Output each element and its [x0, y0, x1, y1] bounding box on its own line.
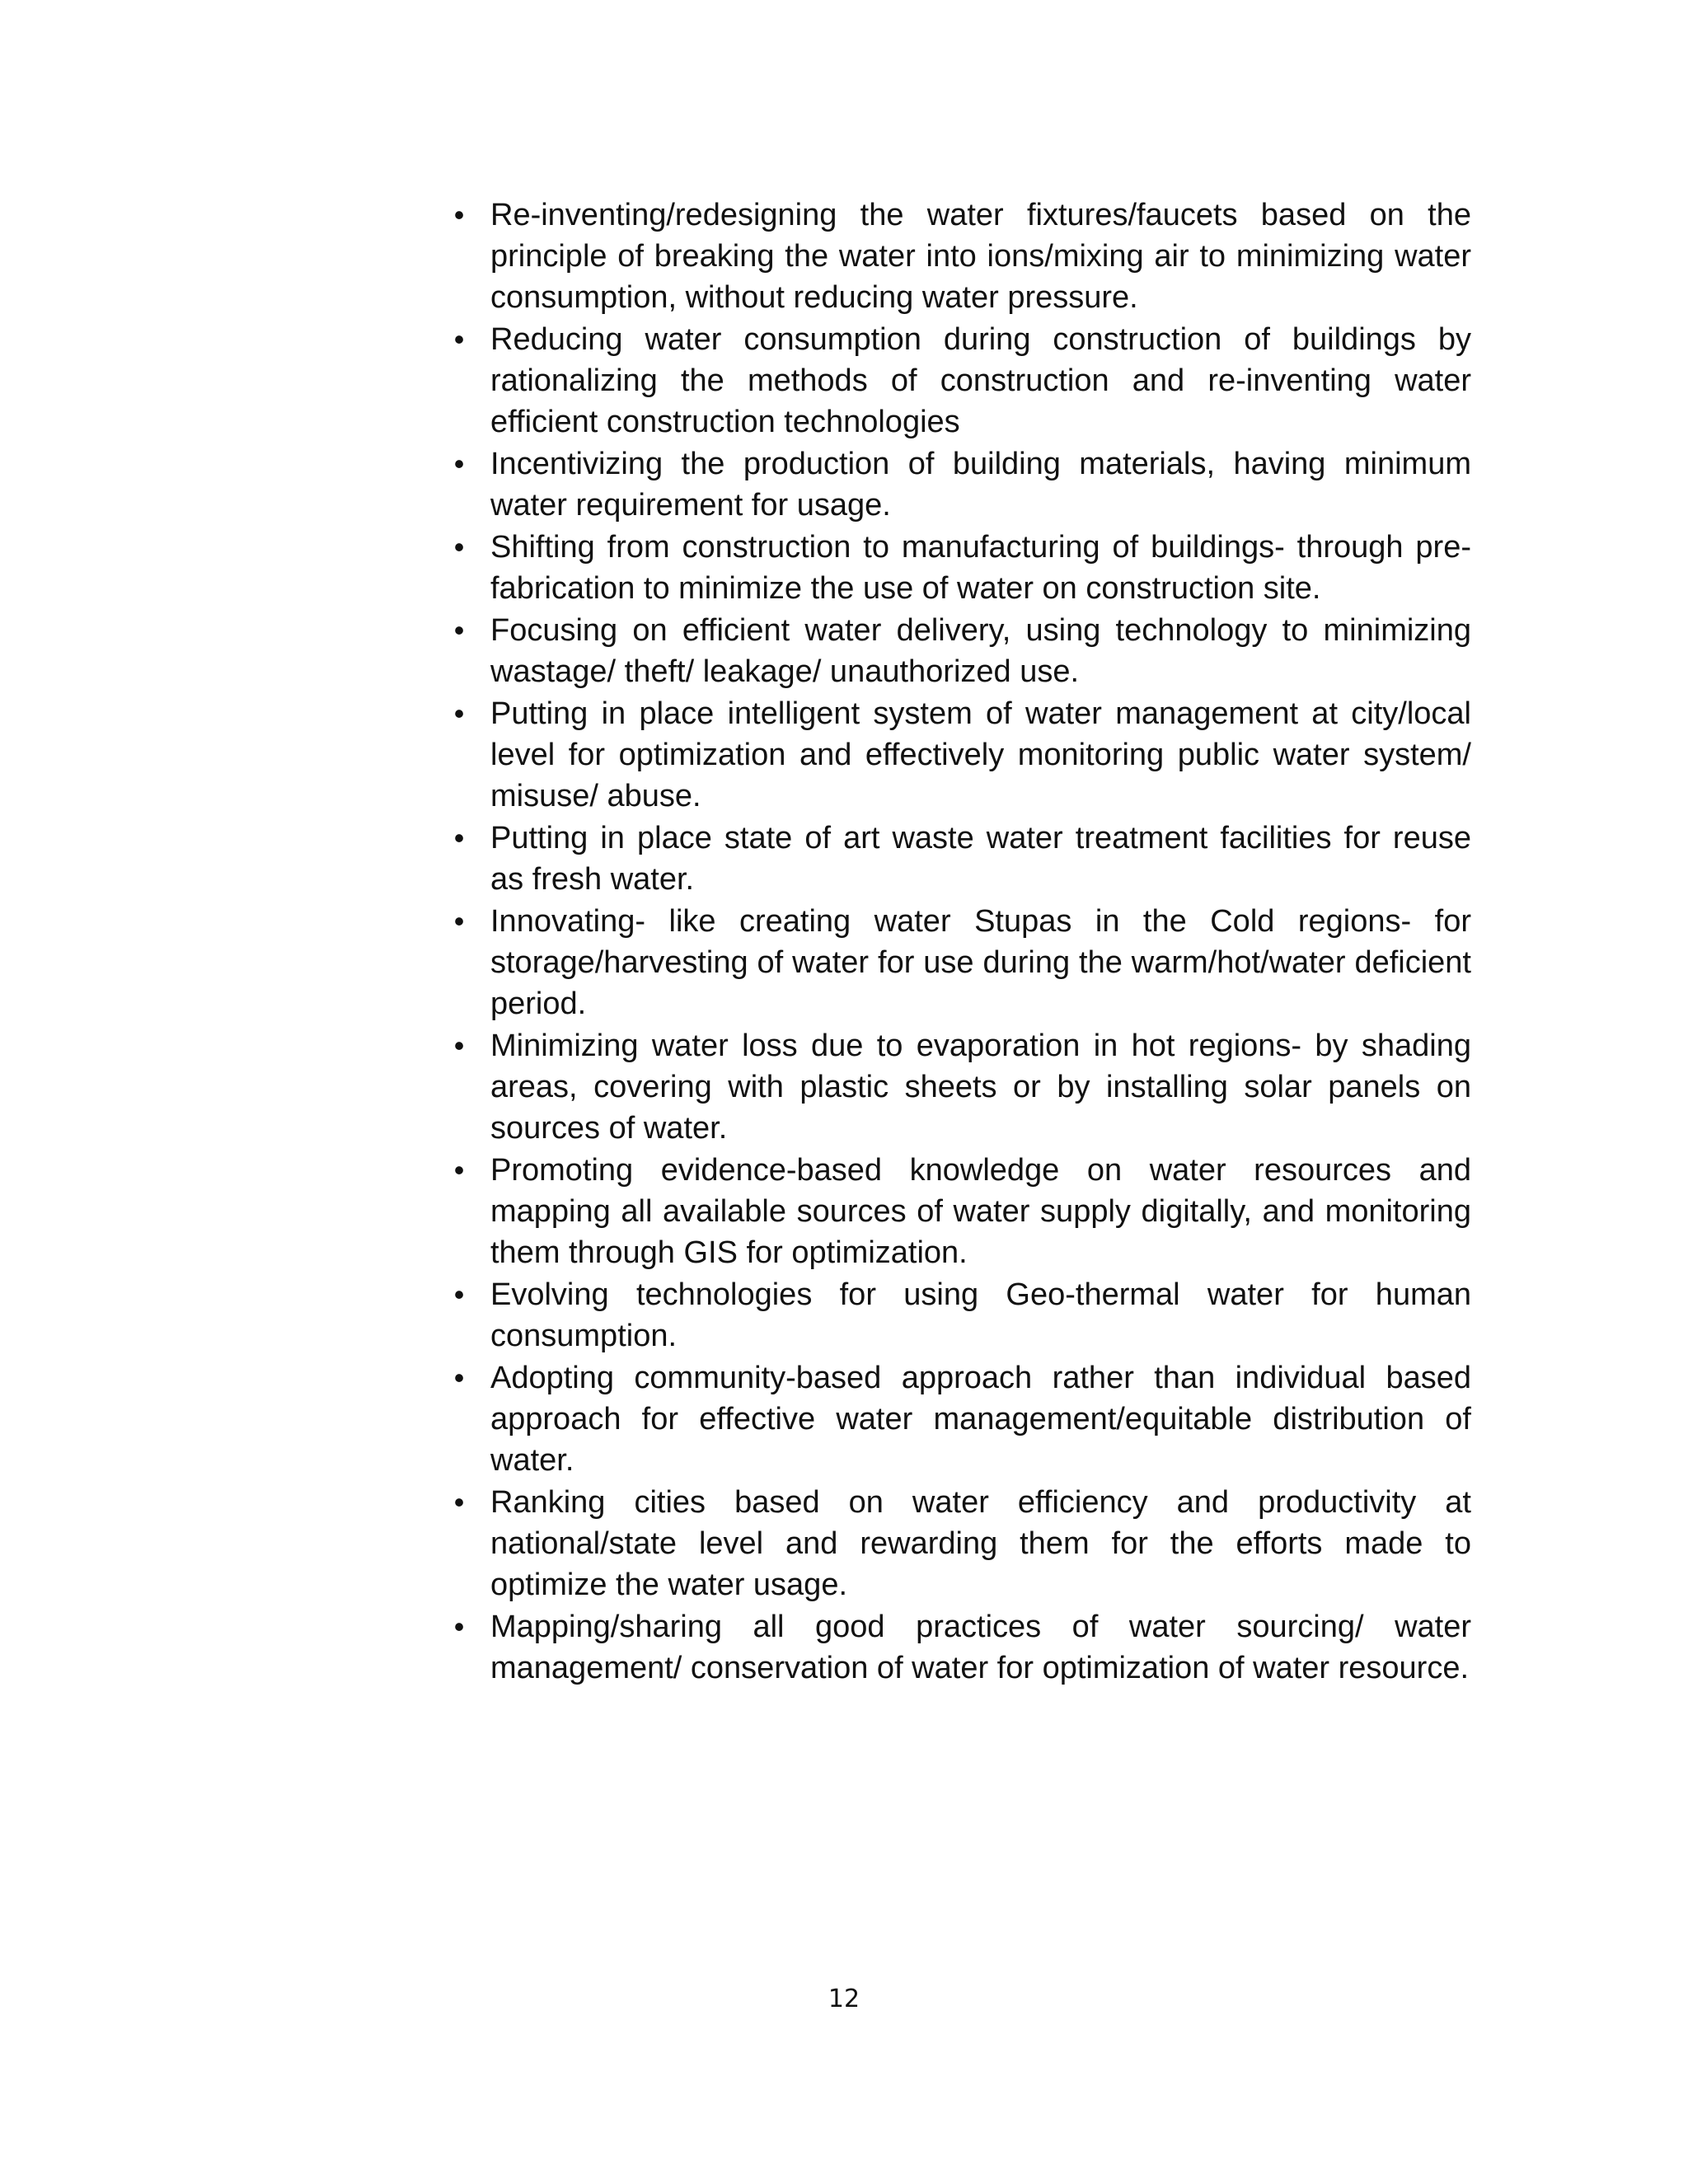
bullet-text: Promoting evidence-based knowledge on water resources and mapping all available sources of water supply digitally, and monitoring them through GIS for optimization.: [490, 1153, 1471, 1270]
bullet-text: Re-inventing/redesigning the water fixtures/faucets based on the principle of breaking the water into ions/mixing air to minimizing water consumption, without reducing water pressure.: [490, 198, 1471, 315]
bullet-icon: •: [453, 1277, 465, 1311]
bullet-item: [453, 610, 1471, 692]
bullet-item: [453, 1150, 1471, 1273]
bullet-text: Focusing on efficient water delivery, using technology to minimizing wastage/ theft/ leakage/ unauthorized use.: [490, 613, 1471, 689]
bullet-item: [453, 1274, 1471, 1357]
bullet-icon: •: [453, 1153, 465, 1187]
bullet-text: Mapping/sharing all good practices of water sourcing/ water management/ conservation of water for optimization of water resource.: [490, 1610, 1471, 1685]
bullet-list: [453, 194, 1471, 1690]
bullet-item: [453, 901, 1471, 1024]
bullet-item: [453, 1357, 1471, 1481]
bullet-item: [453, 527, 1471, 609]
page-number: 12: [828, 1985, 860, 2013]
bullet-icon: •: [453, 1029, 465, 1062]
bullet-item: [453, 194, 1471, 318]
bullet-text: Minimizing water loss due to evaporation in hot regions- by shading areas, covering with plastic sheets or by installing solar panels on sources of water.: [490, 1029, 1471, 1146]
bullet-text: Incentivizing the production of building materials, having minimum water requirement for usage.: [490, 447, 1471, 523]
bullet-item: [453, 818, 1471, 900]
bullet-icon: •: [453, 613, 465, 647]
bullet-icon: •: [453, 447, 465, 480]
bullet-item: [453, 1606, 1471, 1689]
bullet-icon: •: [453, 1485, 465, 1519]
bullet-item: [453, 1482, 1471, 1605]
bullet-item: [453, 1025, 1471, 1149]
bullet-item: [453, 319, 1471, 443]
bullet-text: Evolving technologies for using Geo-thermal water for human consumption.: [490, 1277, 1471, 1353]
bullet-item: [453, 443, 1471, 526]
bullet-text: Ranking cities based on water efficiency and productivity at national/state level and rewarding them for the efforts made to optimize the water usage.: [490, 1485, 1471, 1602]
bullet-text: Putting in place intelligent system of water management at city/local level for optimization and effectively monitoring public water system/ misuse/ abuse.: [490, 696, 1471, 813]
bullet-icon: •: [453, 1361, 465, 1394]
bullet-icon: •: [453, 821, 465, 855]
bullet-icon: •: [453, 904, 465, 938]
bullet-text: Reducing water consumption during construction of buildings by rationalizing the methods of construction and re-inventing water efficient construction technologies: [490, 322, 1471, 439]
bullet-item: [453, 693, 1471, 817]
bullet-text: Innovating- like creating water Stupas in the Cold regions- for storage/harvesting of water for use during the warm/hot/water deficient period.: [490, 904, 1471, 1021]
bullet-icon: •: [453, 198, 465, 232]
bullet-text: Putting in place state of art waste water treatment facilities for reuse as fresh water.: [490, 821, 1471, 897]
bullet-text: Adopting community-based approach rather than individual based approach for effective water management/equitable distribution of water.: [490, 1361, 1471, 1478]
bullet-icon: •: [453, 1610, 465, 1643]
bullet-icon: •: [453, 322, 465, 356]
bullet-icon: •: [453, 530, 465, 564]
bullet-text: Shifting from construction to manufacturing of buildings- through pre-fabrication to minimize the use of water on construction site.: [490, 530, 1471, 606]
bullet-icon: •: [453, 696, 465, 730]
